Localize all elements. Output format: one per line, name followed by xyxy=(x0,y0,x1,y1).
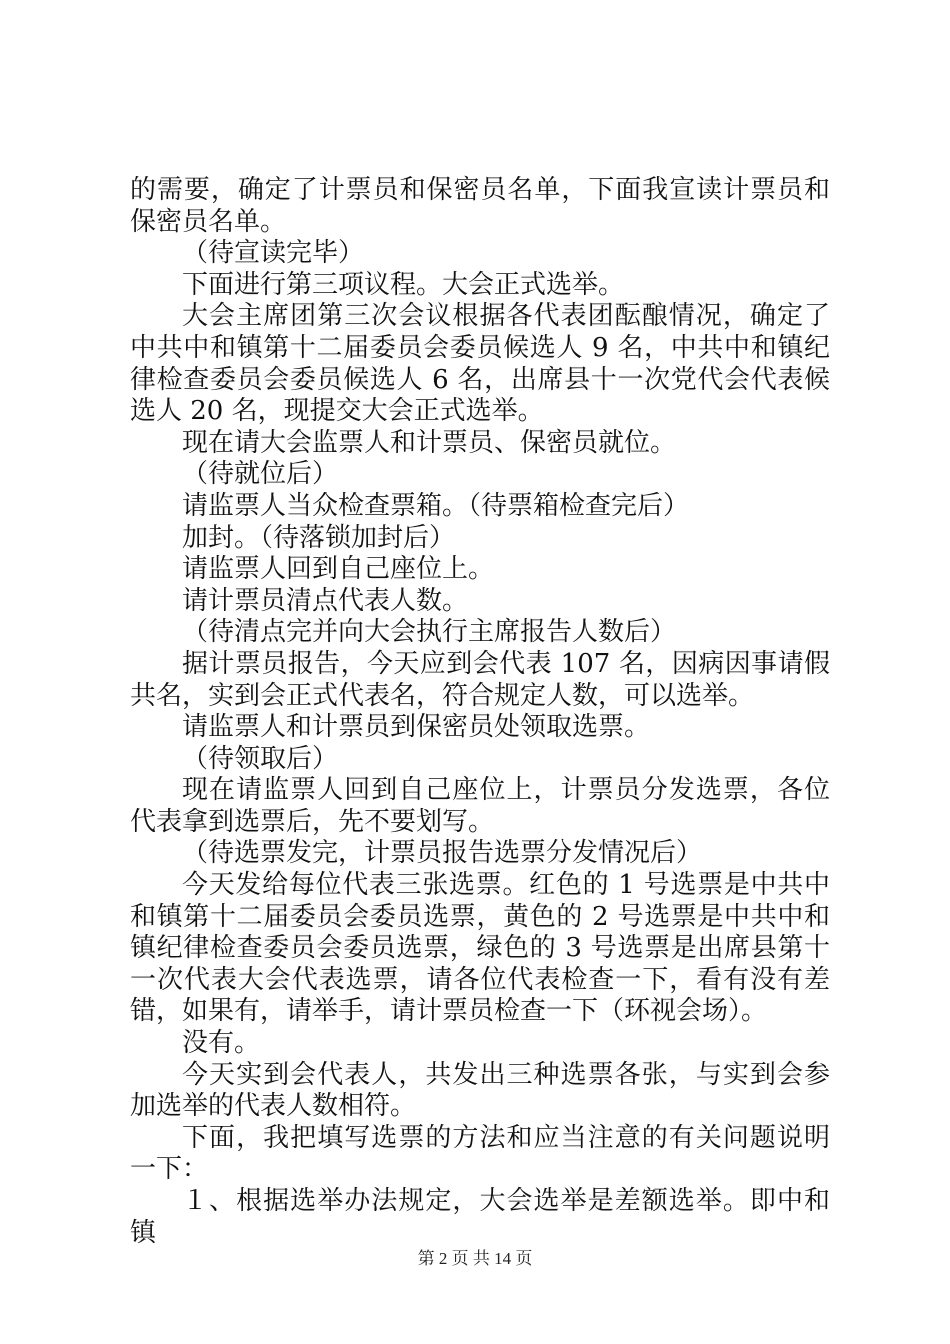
paragraph: （待就位后） xyxy=(182,459,339,490)
paragraph: 的需要，确定了计票员和保密员名单，下面我宣读计票员和保密员名单。 xyxy=(130,175,830,237)
paragraph: 没有。 xyxy=(182,1028,261,1059)
paragraph: 加封。（待落锁加封后） xyxy=(182,522,456,553)
paragraph: （待领取后） xyxy=(182,743,339,774)
paragraph: 下面，我把填写选票的方法和应当注意的有关问题说明一下： xyxy=(130,1122,830,1185)
paragraph: 下面进行第三项议程。大会正式选举。 xyxy=(182,269,625,300)
paragraph: 据计票员报告，今天应到会代表 107 名，因病因事请假共名，实到会正式代表名，符合规定人数，可以选举。 xyxy=(130,648,830,711)
document-body xyxy=(130,175,830,1249)
paragraph: 现在请监票人回到自己座位上，计票员分发选票，各位代表拿到选票后，先不要划写。 xyxy=(130,775,830,837)
paragraph: 今天实到会代表人，共发出三种选票各张，与实到会参加选举的代表人数相符。 xyxy=(130,1059,830,1122)
paragraph: 请计票员清点代表人数。 xyxy=(182,585,469,616)
paragraph: 请监票人回到自己座位上。 xyxy=(182,554,495,585)
paragraph: １、根据选举办法规定，大会选举是差额选举。即中和镇 xyxy=(130,1186,830,1248)
paragraph: 大会主席团第三次会议根据各代表团酝酿情况，确定了中共中和镇第十二届委员会委员候选人 9 名，中共中和镇纪律检查委员会委员候选人 6 名，出席县十一次党代会代表候选人 20 名，现提交大会正式选举。 xyxy=(130,301,830,427)
paragraph: 现在请大会监票人和计票员、保密员就位。 xyxy=(182,427,677,458)
page-footer: 第 2 页 共 14 页 xyxy=(417,1249,533,1268)
paragraph: （待宣读完毕） xyxy=(182,238,365,269)
paragraph: （待清点完并向大会执行主席报告人数后） xyxy=(182,617,677,648)
paragraph: 请监票人和计票员到保密员处领取选票。 xyxy=(182,712,651,743)
paragraph: （待选票发完，计票员报告选票分发情况后） xyxy=(182,838,703,869)
paragraph: 今天发给每位代表三张选票。红色的 1 号选票是中共中和镇第十二届委员会委员选票，黄色的 2 号选票是中共中和镇纪律检查委员会委员选票，绿色的 3 号选票是出席县第十一次代表大会代表选票，请各位代表检查一下，看有没有差错，如果有，请举手，请计票员检查一下（环视会场）。 xyxy=(130,870,830,1027)
paragraph: 请监票人当众检查票箱。（待票箱检查完后） xyxy=(182,490,690,521)
